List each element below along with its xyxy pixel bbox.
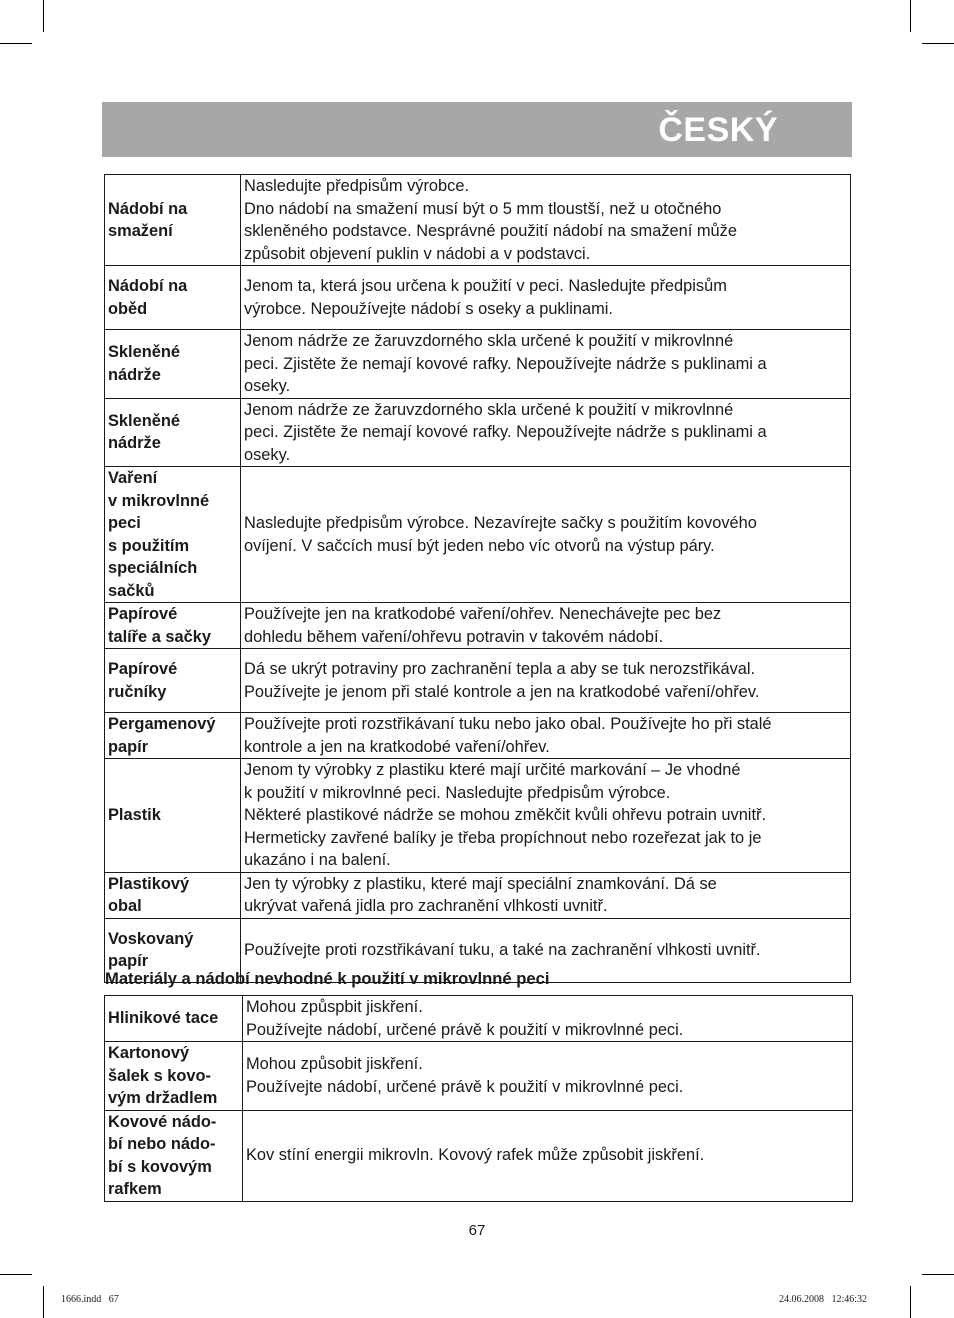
material-label: Papírové bbox=[108, 605, 178, 623]
table-row bbox=[105, 649, 851, 713]
suitable-cookware-table bbox=[104, 174, 851, 983]
material-label-cell bbox=[105, 398, 241, 467]
page-number: 67 bbox=[468, 1222, 486, 1239]
material-description-line: Nasledujte předpisům výrobce. bbox=[244, 177, 470, 195]
material-label: v mikrovlnné bbox=[108, 491, 210, 510]
material-label-cell bbox=[105, 266, 241, 330]
table-row bbox=[105, 266, 851, 330]
material-label: bí s kovovým bbox=[108, 1157, 212, 1176]
material-description-line: kontrole a jen na kratkodobé vaření/ohřev. bbox=[244, 737, 550, 756]
material-description-line: ukazáno i na balení. bbox=[244, 851, 391, 869]
crop-mark bbox=[910, 1286, 911, 1318]
material-label-cell bbox=[105, 649, 241, 713]
material-description-line: Dá se ukrýt potraviny pro zachranění tepla a aby se tuk nerozstřikával. bbox=[244, 660, 756, 678]
material-label: Plastik bbox=[108, 806, 161, 824]
material-description-line: ukrývat vařená jidla pro zachranění vlhkosti uvnitř. bbox=[244, 897, 608, 915]
material-label: vým držadlem bbox=[108, 1089, 218, 1107]
material-description-line: Jenom nádrže ze žaruvzdorného skla určené k použití v mikrovlnné bbox=[244, 400, 734, 419]
crop-mark bbox=[922, 1274, 954, 1275]
table-row bbox=[105, 603, 851, 649]
material-label: nádrže bbox=[108, 365, 161, 384]
material-label-cell bbox=[105, 1042, 243, 1111]
material-description-line: Některé plastikové nádrže se mohou změkčit kvůli ohřevu potrain uvnitř. bbox=[244, 806, 767, 824]
table-row bbox=[105, 467, 851, 603]
material-description-line: k použití v mikrovlnné peci. Nasledujte předpisům výrobce. bbox=[244, 783, 671, 802]
table-row bbox=[105, 759, 851, 873]
material-label: Papírové bbox=[108, 660, 178, 678]
material-description-line: Jenom ta, která jsou určena k použití v peci. Nasledujte předpisům bbox=[244, 277, 727, 295]
material-label: Nádobí na bbox=[108, 199, 188, 218]
material-label: Voskovaný bbox=[108, 929, 194, 948]
material-label: smažení bbox=[108, 222, 173, 240]
material-label: nádrže bbox=[108, 434, 161, 453]
material-label-cell bbox=[105, 175, 241, 266]
crop-mark bbox=[910, 0, 911, 32]
material-label-cell bbox=[105, 759, 241, 873]
material-label: Skleněné bbox=[108, 411, 180, 430]
material-description-cell bbox=[243, 996, 853, 1042]
material-description-line: peci. Zjistěte že nemají kovové rafky. Nepoužívejte nádrže s puklinami a bbox=[244, 354, 767, 373]
material-description-line: Používejte jen na kratkodobé vaření/ohřev. Nenechávejte pec bez bbox=[244, 605, 722, 623]
material-description-line: Používejte nádobí, určené právě k použití v mikrovlnné peci. bbox=[246, 1020, 684, 1039]
material-description-line: oseky. bbox=[244, 445, 291, 464]
material-label: Hlinikové tace bbox=[108, 1009, 219, 1028]
material-label-cell bbox=[105, 330, 241, 399]
material-description-cell bbox=[241, 266, 851, 330]
material-label-cell bbox=[105, 996, 243, 1042]
material-description-line: ovíjení. V sačcích musí být jeden nebo víc otvorů na výstup páry. bbox=[244, 536, 715, 555]
material-label: s použitím bbox=[108, 536, 190, 555]
crop-mark bbox=[43, 0, 44, 32]
material-description-cell bbox=[241, 713, 851, 759]
language-banner bbox=[102, 102, 852, 157]
material-label-cell bbox=[105, 713, 241, 759]
material-description-line: Kov stíní energii mikrovln. Kovový rafek může způsobit jiskření. bbox=[246, 1146, 705, 1165]
crop-mark bbox=[922, 43, 954, 44]
material-label: ručníky bbox=[108, 682, 167, 701]
file-slug: 1666.indd 67 bbox=[61, 1294, 119, 1305]
table-row bbox=[105, 996, 853, 1042]
unsuitable-cookware-table bbox=[104, 995, 853, 1202]
material-description-line: Používejte proti rozstřikávaní tuku, a také na zachranění vlhkosti uvnitř. bbox=[244, 940, 761, 959]
table-row bbox=[105, 872, 851, 918]
material-label: Kovové nádo- bbox=[108, 1112, 217, 1131]
unsuitable-cookware-table-body bbox=[105, 996, 853, 1202]
material-label: Nádobí na bbox=[108, 277, 188, 295]
crop-mark bbox=[43, 1286, 44, 1318]
section-heading: Materiály a nádobí nevhodné k použití v mikrovlnné peci bbox=[105, 969, 550, 988]
material-description-cell bbox=[241, 175, 851, 266]
material-description-cell bbox=[243, 1042, 853, 1111]
material-label: Skleněné bbox=[108, 343, 180, 362]
material-description-line: Dno nádobí na smažení musí být o 5 mm tloustší, než u otočného bbox=[244, 199, 722, 218]
table-row bbox=[105, 330, 851, 399]
material-description-line: Používejte nádobí, určené právě k použití v mikrovlnné peci. bbox=[246, 1077, 684, 1096]
material-description-cell bbox=[241, 759, 851, 873]
material-label: talíře a sačky bbox=[108, 627, 211, 646]
material-description-line: Nasledujte předpisům výrobce. Nezavírejte sačky s použitím kovového bbox=[244, 514, 757, 532]
page-title: ČESKÝ bbox=[658, 111, 778, 149]
material-label: papír bbox=[108, 737, 149, 756]
material-label-cell bbox=[105, 603, 241, 649]
material-description-line: Používejte je jenom při stalé kontrole a jen na kratkodobé vaření/ohřev. bbox=[244, 682, 760, 701]
material-description-line: Používejte proti rozstřikávaní tuku nebo jako obal. Používejte ho při stalé bbox=[244, 715, 772, 733]
material-label: Vaření bbox=[108, 469, 158, 487]
suitable-cookware-table-body bbox=[105, 175, 851, 983]
material-label: speciálních bbox=[108, 559, 198, 577]
material-description-line: peci. Zjistěte že nemají kovové rafky. Nepoužívejte nádrže s puklinami a bbox=[244, 423, 767, 441]
material-label: Pergamenový bbox=[108, 715, 216, 733]
material-description-line: oseky. bbox=[244, 377, 291, 395]
material-description-cell bbox=[241, 330, 851, 399]
material-description-cell bbox=[241, 398, 851, 467]
material-label: papír bbox=[108, 952, 149, 970]
material-description-line: Hermeticky zavřené balíky je třeba propíchnout nebo rozeřezat jak to je bbox=[244, 828, 762, 847]
material-description-line: Mohou způspbit jiskření. bbox=[246, 998, 423, 1016]
material-label-cell bbox=[105, 872, 241, 918]
material-label: šalek s kovo- bbox=[108, 1066, 211, 1085]
material-label-cell bbox=[105, 467, 241, 603]
material-description-line: Mohou způsobit jiskření. bbox=[246, 1055, 423, 1074]
material-label: sačků bbox=[108, 581, 155, 600]
table-row bbox=[105, 713, 851, 759]
material-description-cell bbox=[241, 603, 851, 649]
material-description-cell bbox=[241, 649, 851, 713]
material-label: bí nebo nádo- bbox=[108, 1135, 216, 1153]
material-label: peci bbox=[108, 514, 141, 532]
material-description-line: skleněného podstavce. Nesprávné použití nádobí na smažení může bbox=[244, 222, 737, 240]
material-label: rafkem bbox=[108, 1180, 162, 1198]
material-description-line: Jenom ty výrobky z plastiku které mají určité markování – Je vhodné bbox=[244, 761, 741, 779]
table-row bbox=[105, 398, 851, 467]
table-row bbox=[105, 1110, 853, 1201]
crop-mark bbox=[0, 43, 32, 44]
material-description-line: Jenom nádrže ze žaruvzdorného skla určené k použití v mikrovlnné bbox=[244, 332, 734, 350]
material-label: Kartonový bbox=[108, 1044, 190, 1062]
table-row bbox=[105, 175, 851, 266]
material-label: obal bbox=[108, 897, 142, 915]
crop-mark bbox=[0, 1274, 32, 1275]
material-description-line: Jen ty výrobky z plastiku, které mají speciální znamkování. Dá se bbox=[244, 874, 717, 893]
material-label: Plastikový bbox=[108, 874, 190, 893]
material-description-cell bbox=[243, 1110, 853, 1201]
material-description-line: dohledu během vaření/ohřevu potravin v takovém nádobí. bbox=[244, 627, 664, 646]
material-description-line: způsobit objevení puklin v nádobi a v podstavci. bbox=[244, 244, 591, 263]
table-row bbox=[105, 1042, 853, 1111]
date-slug: 24.06.2008 12:46:32 bbox=[779, 1294, 868, 1305]
material-label-cell bbox=[105, 1110, 243, 1201]
material-description-cell bbox=[241, 872, 851, 918]
material-description-cell bbox=[241, 467, 851, 603]
material-label: oběd bbox=[108, 299, 148, 318]
material-description-line: výrobce. Nepoužívejte nádobí s oseky a puklinami. bbox=[244, 299, 613, 318]
